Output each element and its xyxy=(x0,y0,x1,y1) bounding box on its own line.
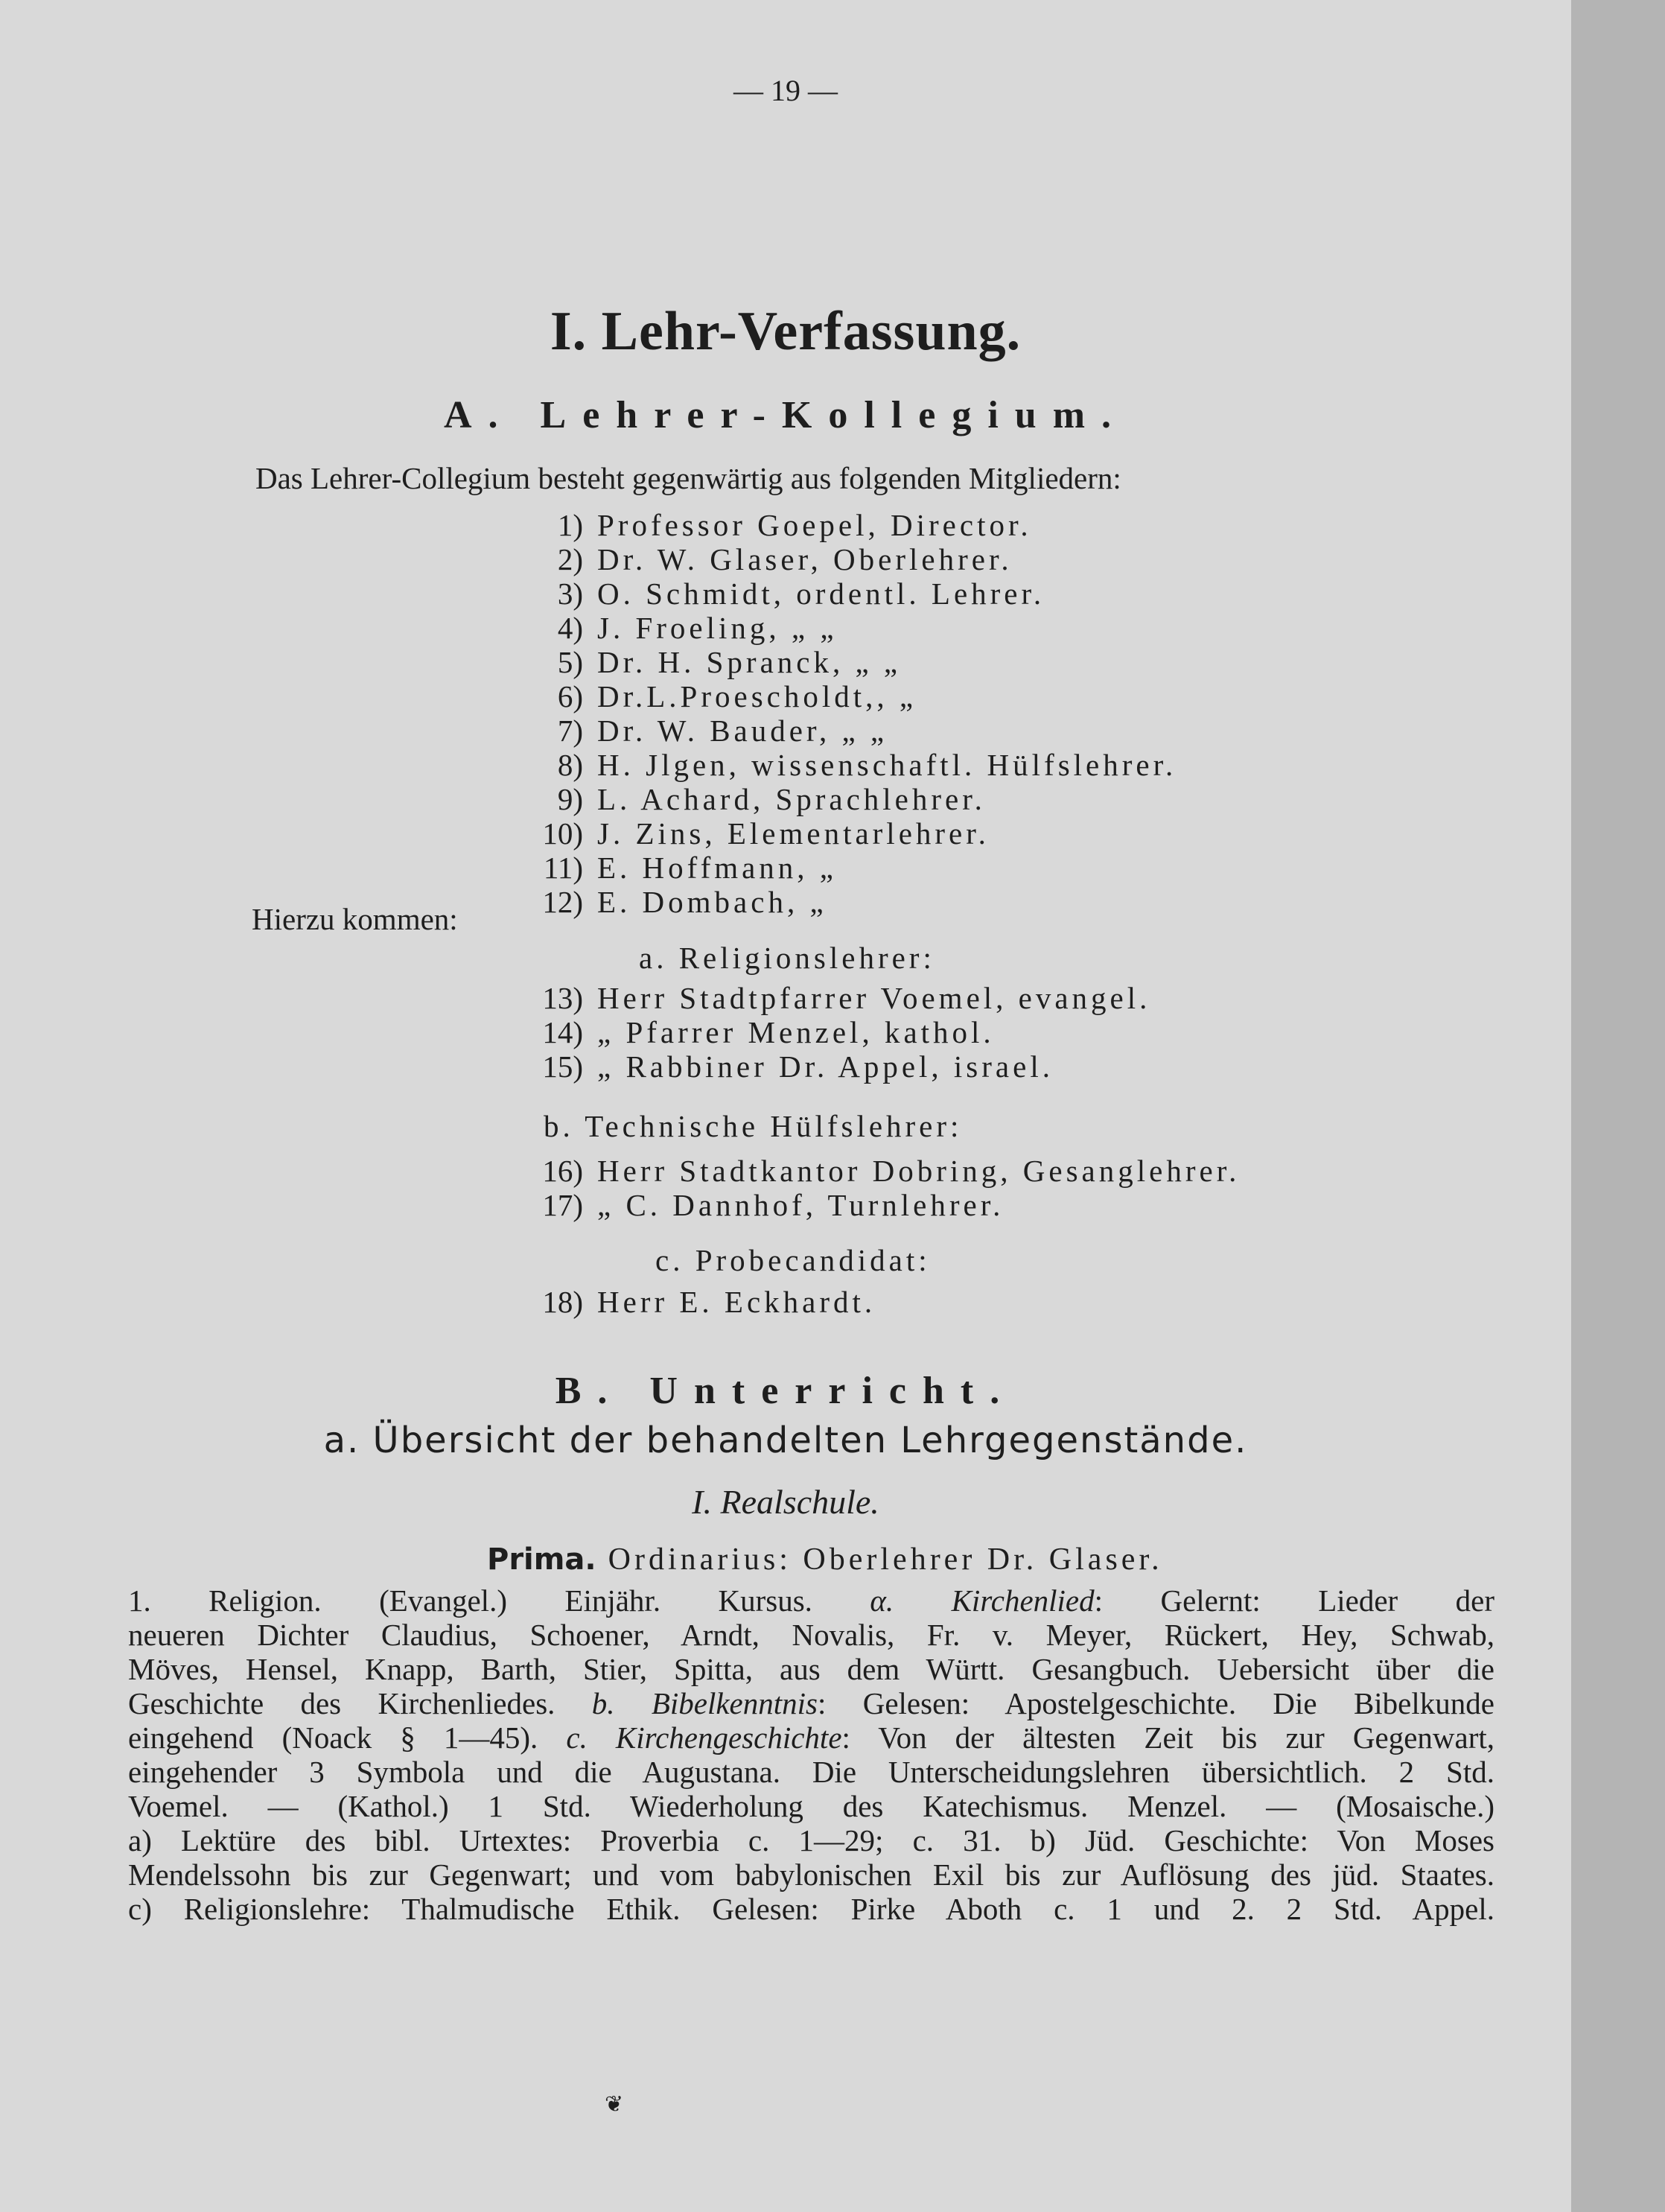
staff-entry: 10) J. Zins, Elementarlehrer. xyxy=(542,816,990,851)
candidate-heading: c. Probecandidat: xyxy=(655,1243,931,1277)
staff-entry: 3) O. Schmidt, ordentl. Lehrer. xyxy=(557,576,1045,611)
page-number: — 19 — xyxy=(733,74,838,107)
intro-text: Das Lehrer-Collegium besteht gegenwärtig aus folgenden Mitgliedern: xyxy=(255,461,1121,495)
class-line xyxy=(487,1542,1163,1577)
religion-teacher-entry: 14) „ Pfarrer Menzel, kathol. xyxy=(542,1015,995,1049)
ornament-icon: ❦ xyxy=(605,2092,624,2117)
paragraph-line: Voemel. — (Kathol.) 1 Std. Wiederholung des Katechismus. Menzel. — (Mosaische.) xyxy=(128,1789,1494,1823)
religion-teacher-entry: 13) Herr Stadtpfarrer Voemel, evangel. xyxy=(542,981,1151,1015)
technical-heading: b. Technische Hülfslehrer: xyxy=(544,1109,963,1143)
staff-entry: 8) H. Jlgen, wissenschaftl. Hülfslehrer. xyxy=(557,748,1177,782)
paragraph-line: 1. Religion. (Evangel.) Einjähr. Kursus. α. Kirchenlied: Gelernt: Lieder der xyxy=(128,1583,1495,1618)
paragraph-line: c) Religionslehre: Thalmudische Ethik. Gelesen: Pirke Aboth c. 1 und 2. 2 Std. Appel. xyxy=(128,1892,1494,1926)
staff-entry: 6) Dr.L.Proescholdt,, „ xyxy=(557,679,917,714)
religion-teacher-entry: 15) „ Rabbiner Dr. Appel, israel. xyxy=(542,1049,1054,1084)
staff-entry: 7) Dr. W. Bauder, „ „ xyxy=(557,714,888,748)
paragraph-line: Möves, Hensel, Knapp, Barth, Stier, Spitta, aus dem Württ. Gesangbuch. Uebersicht über die xyxy=(128,1652,1494,1686)
paragraph-line: Geschichte des Kirchenliedes. b. Bibelkenntnis: Gelesen: Apostelgeschichte. Die Bibelkunde xyxy=(128,1686,1494,1720)
page-edge-shadow xyxy=(1571,0,1665,2212)
religion-heading: a. Religionslehrer: xyxy=(639,941,935,975)
staff-entry: 9) L. Achard, Sprachlehrer. xyxy=(557,782,986,816)
paragraph-line: Mendelssohn bis zur Gegenwart; und vom babylonischen Exil bis zur Auflösung des jüd. Staates. xyxy=(128,1857,1494,1892)
section-title: I. Lehr-Verfassung. xyxy=(550,301,1022,362)
subsection-heading-a: A. Lehrer-Kollegium. xyxy=(443,394,1128,436)
staff-entry: 4) J. Froeling, „ „ xyxy=(557,611,838,645)
paragraph-line: eingehend (Noack § 1—45). c. Kirchengeschichte: Von der ältesten Zeit bis zur Gegenwart, xyxy=(128,1720,1495,1755)
subsection-heading-b: B. Unterricht. xyxy=(555,1370,1016,1412)
staff-entry: 12) E. Dombach, „ xyxy=(542,885,827,919)
paragraph-line: neueren Dichter Claudius, Schoener, Arndt, Novalis, Fr. v. Meyer, Rückert, Hey, Schwab, xyxy=(128,1618,1494,1652)
school-label: I. Realschule. xyxy=(692,1483,879,1521)
staff-entry: 11) E. Hoffmann, „ xyxy=(543,851,838,885)
class-name: Prima. xyxy=(487,1542,596,1577)
paragraph-line: eingehender 3 Symbola und die Augustana. Die Unterscheidungslehren übersichtlich. 2 Std. xyxy=(128,1755,1494,1789)
overview-heading: a. Übersicht der behandelten Lehrgegenstände. xyxy=(323,1420,1248,1461)
class-teacher: Ordinarius: Oberlehrer Dr. Glaser. xyxy=(608,1542,1163,1577)
hierzu-label: Hierzu kommen: xyxy=(252,902,458,936)
paragraph-line: a) Lektüre des bibl. Urtextes: Proverbia c. 1—29; c. 31. b) Jüd. Geschichte: Von Moses xyxy=(128,1823,1494,1857)
staff-entry: 2) Dr. W. Glaser, Oberlehrer. xyxy=(557,542,1013,576)
staff-entry: 1) Professor Goepel, Director. xyxy=(557,508,1032,542)
staff-entry: 5) Dr. H. Spranck, „ „ xyxy=(557,645,902,679)
candidate-entry: 18) Herr E. Eckhardt. xyxy=(542,1285,876,1319)
technical-teacher-entry: 16) Herr Stadtkantor Dobring, Gesanglehrer. xyxy=(542,1154,1241,1188)
technical-teacher-entry: 17) „ C. Dannhof, Turnlehrer. xyxy=(542,1188,1005,1222)
